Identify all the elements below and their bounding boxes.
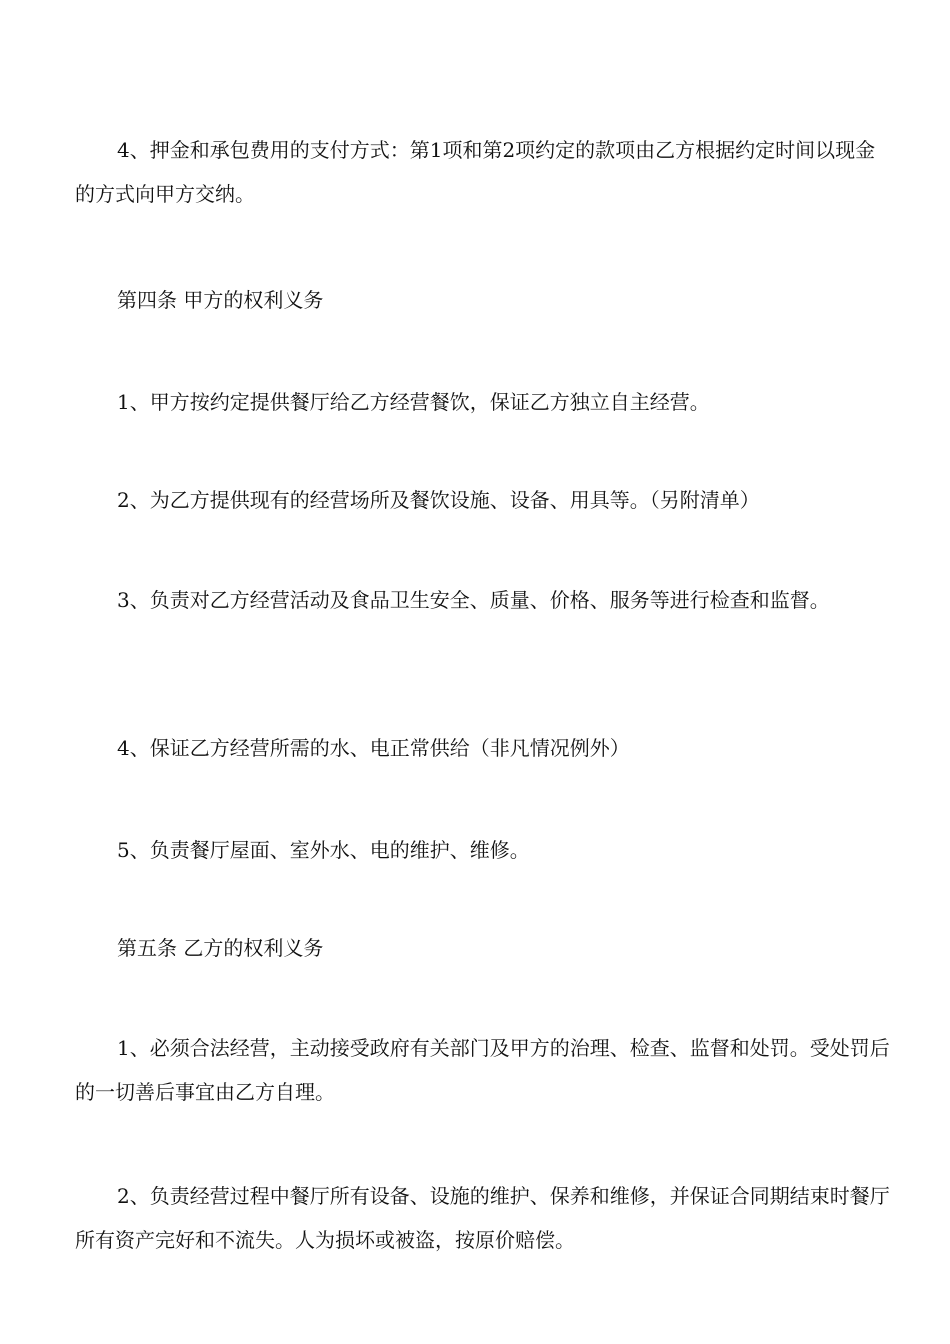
clause-4-item-5: 5、负责餐厅屋面、室外水、电的维护、维修。 (117, 838, 530, 862)
article-5-heading: 第五条 乙方的权利义务 (117, 936, 324, 960)
clause-4-item-1: 1、甲方按约定提供餐厅给乙方经营餐饮，保证乙方独立自主经营。 (117, 390, 710, 414)
clause-4-item-4: 4、保证乙方经营所需的水、电正常供给（非凡情况例外） (117, 736, 630, 760)
clause-5-item-2: 2、负责经营过程中餐厅所有设备、设施的维护、保养和维修，并保证合同期结束时餐厅所有资产完好和不流失。人为损坏或被盗，按原价赔偿。 (75, 1184, 890, 1252)
clause-3-item-4: 4、押金和承包费用的支付方式：第1项和第2项约定的款项由乙方根据约定时间以现金的方式向甲方交纳。 (75, 138, 876, 206)
article-4-heading: 第四条 甲方的权利义务 (117, 288, 324, 312)
clause-5-item-1: 1、必须合法经营，主动接受政府有关部门及甲方的治理、检查、监督和处罚。受处罚后的一切善后事宜由乙方自理。 (75, 1036, 890, 1104)
clause-4-item-2: 2、为乙方提供现有的经营场所及餐饮设施、设备、用具等。（另附清单） (117, 488, 760, 512)
clause-4-item-3: 3、负责对乙方经营活动及食品卫生安全、质量、价格、服务等进行检查和监督。 (117, 588, 830, 612)
